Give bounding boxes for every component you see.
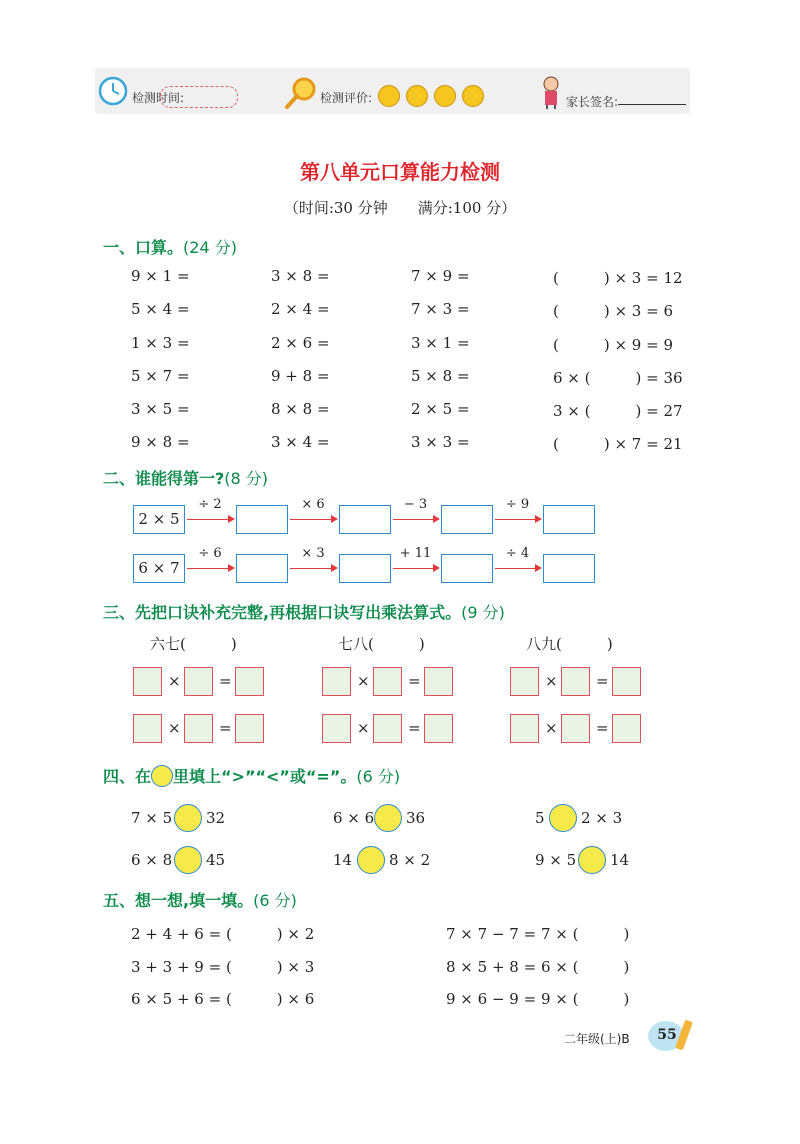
- arith-item: ( ) × 9 = 9: [553, 336, 674, 354]
- op-label: ÷ 9: [505, 497, 530, 512]
- op-label: + 11: [399, 546, 432, 561]
- answer-box[interactable]: [322, 714, 351, 743]
- compare-circle[interactable]: [549, 804, 577, 832]
- answer-box[interactable]: [133, 667, 162, 696]
- arith-item: 5 × 7 =: [131, 367, 190, 385]
- section3-title: 三、先把口诀补充完整,再根据口诀写出乘法算式。: [103, 603, 462, 622]
- section5-heading: [103, 888, 297, 911]
- compare-left: 6 × 6: [333, 809, 375, 827]
- op-label: × 3: [301, 546, 325, 561]
- section3-points: (9 分): [461, 603, 505, 622]
- arith-item: 3 × 8 =: [271, 267, 330, 285]
- compare-right: 2 × 3: [581, 809, 623, 827]
- answer-box[interactable]: [235, 714, 264, 743]
- equals-sign: =: [408, 672, 421, 690]
- answer-box[interactable]: [373, 714, 402, 743]
- compare-right: 14: [610, 851, 630, 869]
- rhyme-label: 六七( ): [150, 635, 237, 653]
- start-box: 6 × 7: [133, 554, 185, 583]
- arith-item: 9 + 8 =: [271, 367, 330, 385]
- arith-item: 3 × 5 =: [131, 400, 190, 418]
- answer-box[interactable]: [612, 667, 641, 696]
- fill-item: 3 + 3 + 9 = ( ) × 3: [131, 958, 315, 976]
- arith-item: 3 × 4 =: [271, 433, 330, 451]
- equals-sign: =: [219, 719, 232, 737]
- answer-box[interactable]: [424, 667, 453, 696]
- answer-box[interactable]: [543, 505, 595, 534]
- page-number: 55: [657, 1027, 677, 1043]
- answer-box[interactable]: [441, 505, 493, 534]
- compare-left: 7 × 5: [131, 809, 173, 827]
- answer-box[interactable]: [424, 714, 453, 743]
- compare-left: 5: [535, 809, 545, 827]
- fill-item: 8 × 5 + 8 = 6 × ( ): [446, 958, 630, 976]
- grade-label: 二年级(上)B: [564, 1032, 630, 1046]
- arrow: [393, 568, 438, 569]
- answer-box[interactable]: [510, 714, 539, 743]
- fill-item: 6 × 5 + 6 = ( ) × 6: [131, 990, 315, 1008]
- compare-circle[interactable]: [374, 804, 402, 832]
- answer-box[interactable]: [235, 667, 264, 696]
- section4-heading: [103, 764, 400, 787]
- arrow: [393, 519, 438, 520]
- page-title: 第八单元口算能力检测: [300, 160, 500, 184]
- page-subtitle: （时间:30 分钟 满分:100 分）: [283, 199, 517, 217]
- arith-item: 7 × 9 =: [411, 267, 470, 285]
- arith-item: 9 × 8 =: [131, 433, 190, 451]
- magnifier-icon: [284, 76, 318, 110]
- section1-title: 一、口算。: [103, 238, 184, 257]
- section4-points: (6 分): [356, 767, 401, 786]
- rhyme-label: 八九( ): [526, 635, 613, 653]
- answer-box[interactable]: [373, 667, 402, 696]
- compare-circle[interactable]: [357, 846, 385, 874]
- section5-points: (6 分): [253, 891, 297, 910]
- times-sign: ×: [357, 719, 370, 737]
- times-sign: ×: [168, 672, 181, 690]
- op-label: − 3: [403, 497, 428, 512]
- fill-item: 7 × 7 − 7 = 7 × ( ): [446, 925, 630, 943]
- arith-item: 6 × ( ) = 36: [553, 369, 683, 387]
- answer-box[interactable]: [339, 505, 391, 534]
- equals-sign: =: [219, 672, 232, 690]
- section2-points: (8 分): [224, 469, 269, 488]
- sign-field[interactable]: [618, 104, 686, 105]
- section5-title: 五、想一想,填一填。: [103, 891, 254, 910]
- arith-item: 2 × 6 =: [271, 334, 330, 352]
- laughing-face-icon[interactable]: [378, 85, 400, 107]
- arrow: [187, 519, 233, 520]
- section4-title-post: 里填上“>”“<”或“=”。: [173, 767, 357, 786]
- times-sign: ×: [168, 719, 181, 737]
- time-field[interactable]: [160, 86, 238, 108]
- compare-right: 8 × 2: [389, 851, 431, 869]
- answer-box[interactable]: [561, 667, 590, 696]
- fill-item: 2 + 4 + 6 = ( ) × 2: [131, 925, 315, 943]
- times-sign: ×: [357, 672, 370, 690]
- section3-heading: [103, 600, 505, 623]
- op-label: ÷ 6: [198, 546, 222, 561]
- neutral-face-icon[interactable]: [434, 85, 456, 107]
- arith-item: 2 × 5 =: [411, 400, 470, 418]
- section1-points: (24 分): [183, 238, 237, 257]
- clock-icon: [98, 76, 128, 106]
- arith-item: 3 × ( ) = 27: [553, 402, 683, 420]
- answer-box[interactable]: [543, 554, 595, 583]
- compare-left: 6 × 8: [131, 851, 173, 869]
- answer-box[interactable]: [236, 554, 288, 583]
- answer-box[interactable]: [184, 714, 213, 743]
- arith-item: 2 × 4 =: [271, 300, 330, 318]
- answer-box[interactable]: [612, 714, 641, 743]
- arrow: [187, 568, 233, 569]
- arith-item: 7 × 3 =: [411, 300, 470, 318]
- compare-circle[interactable]: [174, 846, 202, 874]
- child-figure-icon: [538, 74, 564, 110]
- compare-left: 14: [333, 851, 353, 869]
- compare-right: 32: [206, 809, 226, 827]
- equals-sign: =: [596, 719, 609, 737]
- answer-box[interactable]: [441, 554, 493, 583]
- arith-item: ( ) × 3 = 12: [553, 269, 683, 287]
- equals-sign: =: [596, 672, 609, 690]
- arith-item: 1 × 3 =: [131, 334, 190, 352]
- section2-title: 二、谁能得第一?: [103, 469, 225, 488]
- section2-heading: [103, 466, 268, 489]
- eval-label: 检测评价:: [320, 91, 373, 105]
- grinning-face-icon[interactable]: [406, 85, 428, 107]
- compare-circle[interactable]: [174, 804, 202, 832]
- section4-title-pre: 四、在: [103, 767, 152, 786]
- compare-right: 36: [406, 809, 426, 827]
- answer-box[interactable]: [510, 667, 539, 696]
- arith-item: 3 × 1 =: [411, 334, 470, 352]
- arith-item: 9 × 1 =: [131, 267, 190, 285]
- arith-item: ( ) × 7 = 21: [553, 435, 683, 453]
- equals-sign: =: [408, 719, 421, 737]
- answer-box[interactable]: [322, 667, 351, 696]
- compare-circle[interactable]: [578, 846, 606, 874]
- arrow: [495, 519, 540, 520]
- section1-heading: [103, 235, 237, 258]
- op-label: ÷ 2: [198, 497, 222, 512]
- arrow: [495, 568, 540, 569]
- compare-right: 45: [206, 851, 226, 869]
- answer-box[interactable]: [236, 505, 288, 534]
- answer-box[interactable]: [184, 667, 213, 696]
- crying-face-icon[interactable]: [462, 85, 484, 107]
- arith-item: 5 × 4 =: [131, 300, 190, 318]
- answer-box[interactable]: [339, 554, 391, 583]
- times-sign: ×: [545, 672, 558, 690]
- answer-box[interactable]: [561, 714, 590, 743]
- answer-box[interactable]: [133, 714, 162, 743]
- fill-item: 9 × 6 − 9 = 9 × ( ): [446, 990, 630, 1008]
- sign-label: 家长签名:: [566, 95, 619, 109]
- arith-item: ( ) × 3 = 6: [553, 302, 674, 320]
- arrow: [290, 519, 336, 520]
- time-label: 检测时间:: [132, 91, 185, 105]
- compare-left: 9 × 5: [535, 851, 577, 869]
- rhyme-label: 七八( ): [338, 635, 425, 653]
- arith-item: 8 × 8 =: [271, 400, 330, 418]
- arrow: [290, 568, 336, 569]
- times-sign: ×: [545, 719, 558, 737]
- arith-item: 3 × 3 =: [411, 433, 470, 451]
- circle-icon: [151, 765, 173, 787]
- op-label: ÷ 4: [505, 546, 530, 561]
- start-box: 2 × 5: [133, 505, 185, 534]
- op-label: × 6: [301, 497, 325, 512]
- arith-item: 5 × 8 =: [411, 367, 470, 385]
